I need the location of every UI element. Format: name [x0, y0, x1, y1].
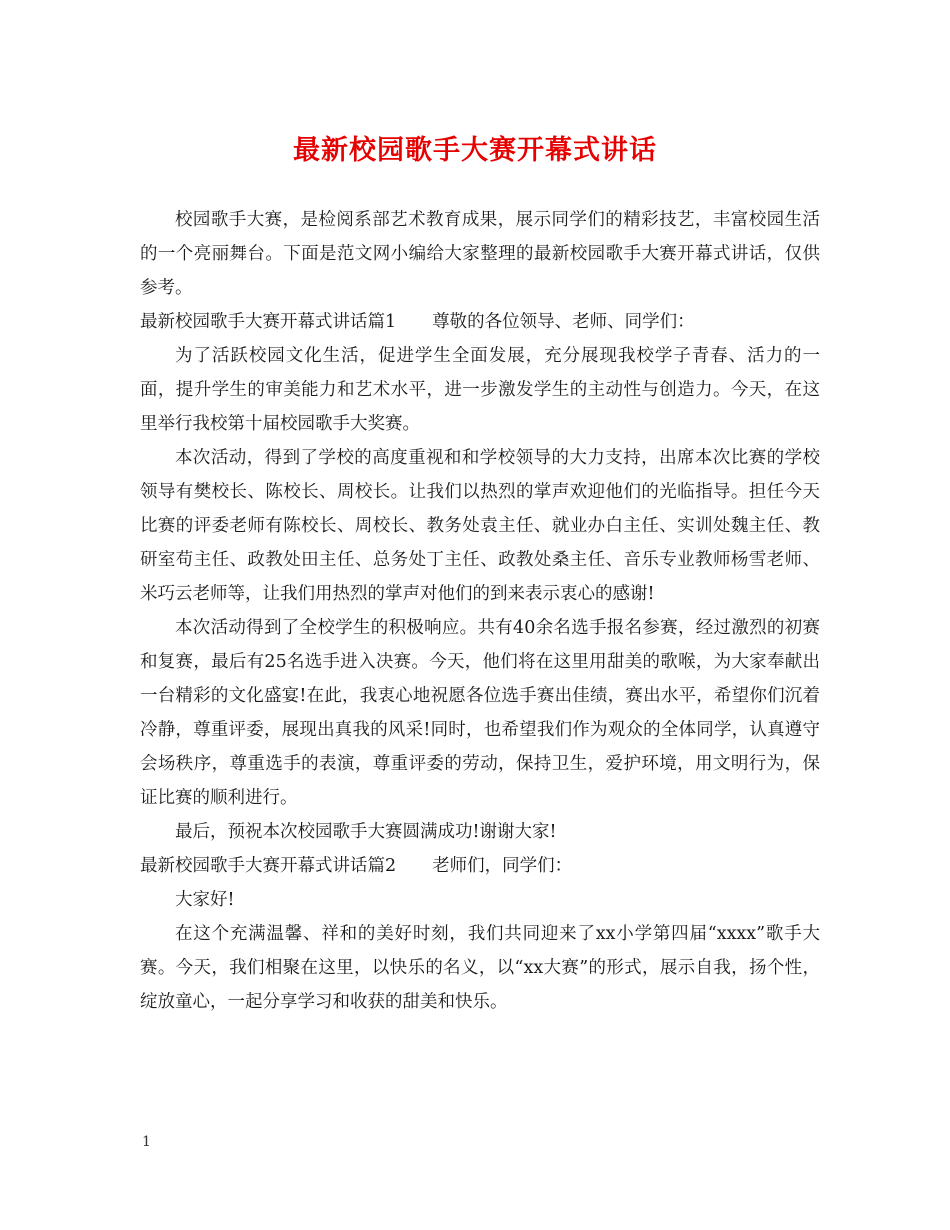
section-1-heading-line — [140, 305, 820, 339]
section-1-paragraph: 最后，预祝本次校园歌手大赛圆满成功!谢谢大家! — [175, 822, 557, 842]
section-2-paragraph: 在这个充满温馨、祥和的美好时刻，我们共同迎来了xx小学第四届“xxxx”歌手大赛。今天，我们相聚在这里，以快乐的名义，以“xx大赛”的形式，展示自我，扬个性，绽放童心，一起分享学习和收获的甜美和快乐。 — [140, 924, 820, 1012]
section-1-greeting: 尊敬的各位领导、老师、同学们： — [432, 312, 695, 332]
document-body — [140, 203, 820, 1019]
page-number: 1 — [142, 1134, 151, 1150]
section-2-greeting: 老师们，同学们： — [432, 856, 573, 876]
section-1-paragraph: 本次活动，得到了学校的高度重视和和学校领导的大力支持，出席本次比赛的学校领导有樊校长、陈校长、周校长。让我们以热烈的掌声欢迎他们的光临指导。担任今天比赛的评委老师有陈校长、周校长、教务处袁主任、就业办白主任、实训处魏主任、教研室苟主任、政教处田主任、总务处丁主任、政教处桑主任、音乐专业教师杨雪老师、米巧云老师等，让我们用热烈的掌声对他们的到来表示衷心的感谢! — [140, 448, 820, 604]
section-1-paragraph: 为了活跃校园文化生活，促进学生全面发展，充分展现我校学子青春、活力的一面，提升学生的审美能力和艺术水平，进一步激发学生的主动性与创造力。今天，在这里举行我校第十届校园歌手大奖赛。 — [140, 346, 820, 434]
section-2-paragraph: 大家好! — [175, 890, 235, 910]
section-2-heading: 最新校园歌手大赛开幕式讲话篇2 — [140, 856, 397, 876]
section-1-heading: 最新校园歌手大赛开幕式讲话篇1 — [140, 312, 397, 332]
page-title: 最新校园歌手大赛开幕式讲话 — [293, 135, 657, 166]
intro-paragraph: 校园歌手大赛，是检阅系部艺术教育成果，展示同学们的精彩技艺，丰富校园生活的一个亮丽舞台。下面是范文网小编给大家整理的最新校园歌手大赛开幕式讲话，仅供参考。 — [140, 210, 820, 298]
section-1-paragraph: 本次活动得到了全校学生的积极响应。共有40余名选手报名参赛，经过激烈的初赛和复赛，最后有25名选手进入决赛。今天，他们将在这里用甜美的歌喉，为大家奉献出一台精彩的文化盛宴!在此，我衷心地祝愿各位选手赛出佳绩，赛出水平，希望你们沉着冷静，尊重评委，展现出真我的风采!同时，也希望我们作为观众的全体同学，认真遵守会场秩序，尊重选手的表演，尊重评委的劳动，保持卫生，爱护环境，用文明行为，保证比赛的顺利进行。 — [140, 618, 820, 808]
section-2-heading-line — [140, 849, 820, 883]
